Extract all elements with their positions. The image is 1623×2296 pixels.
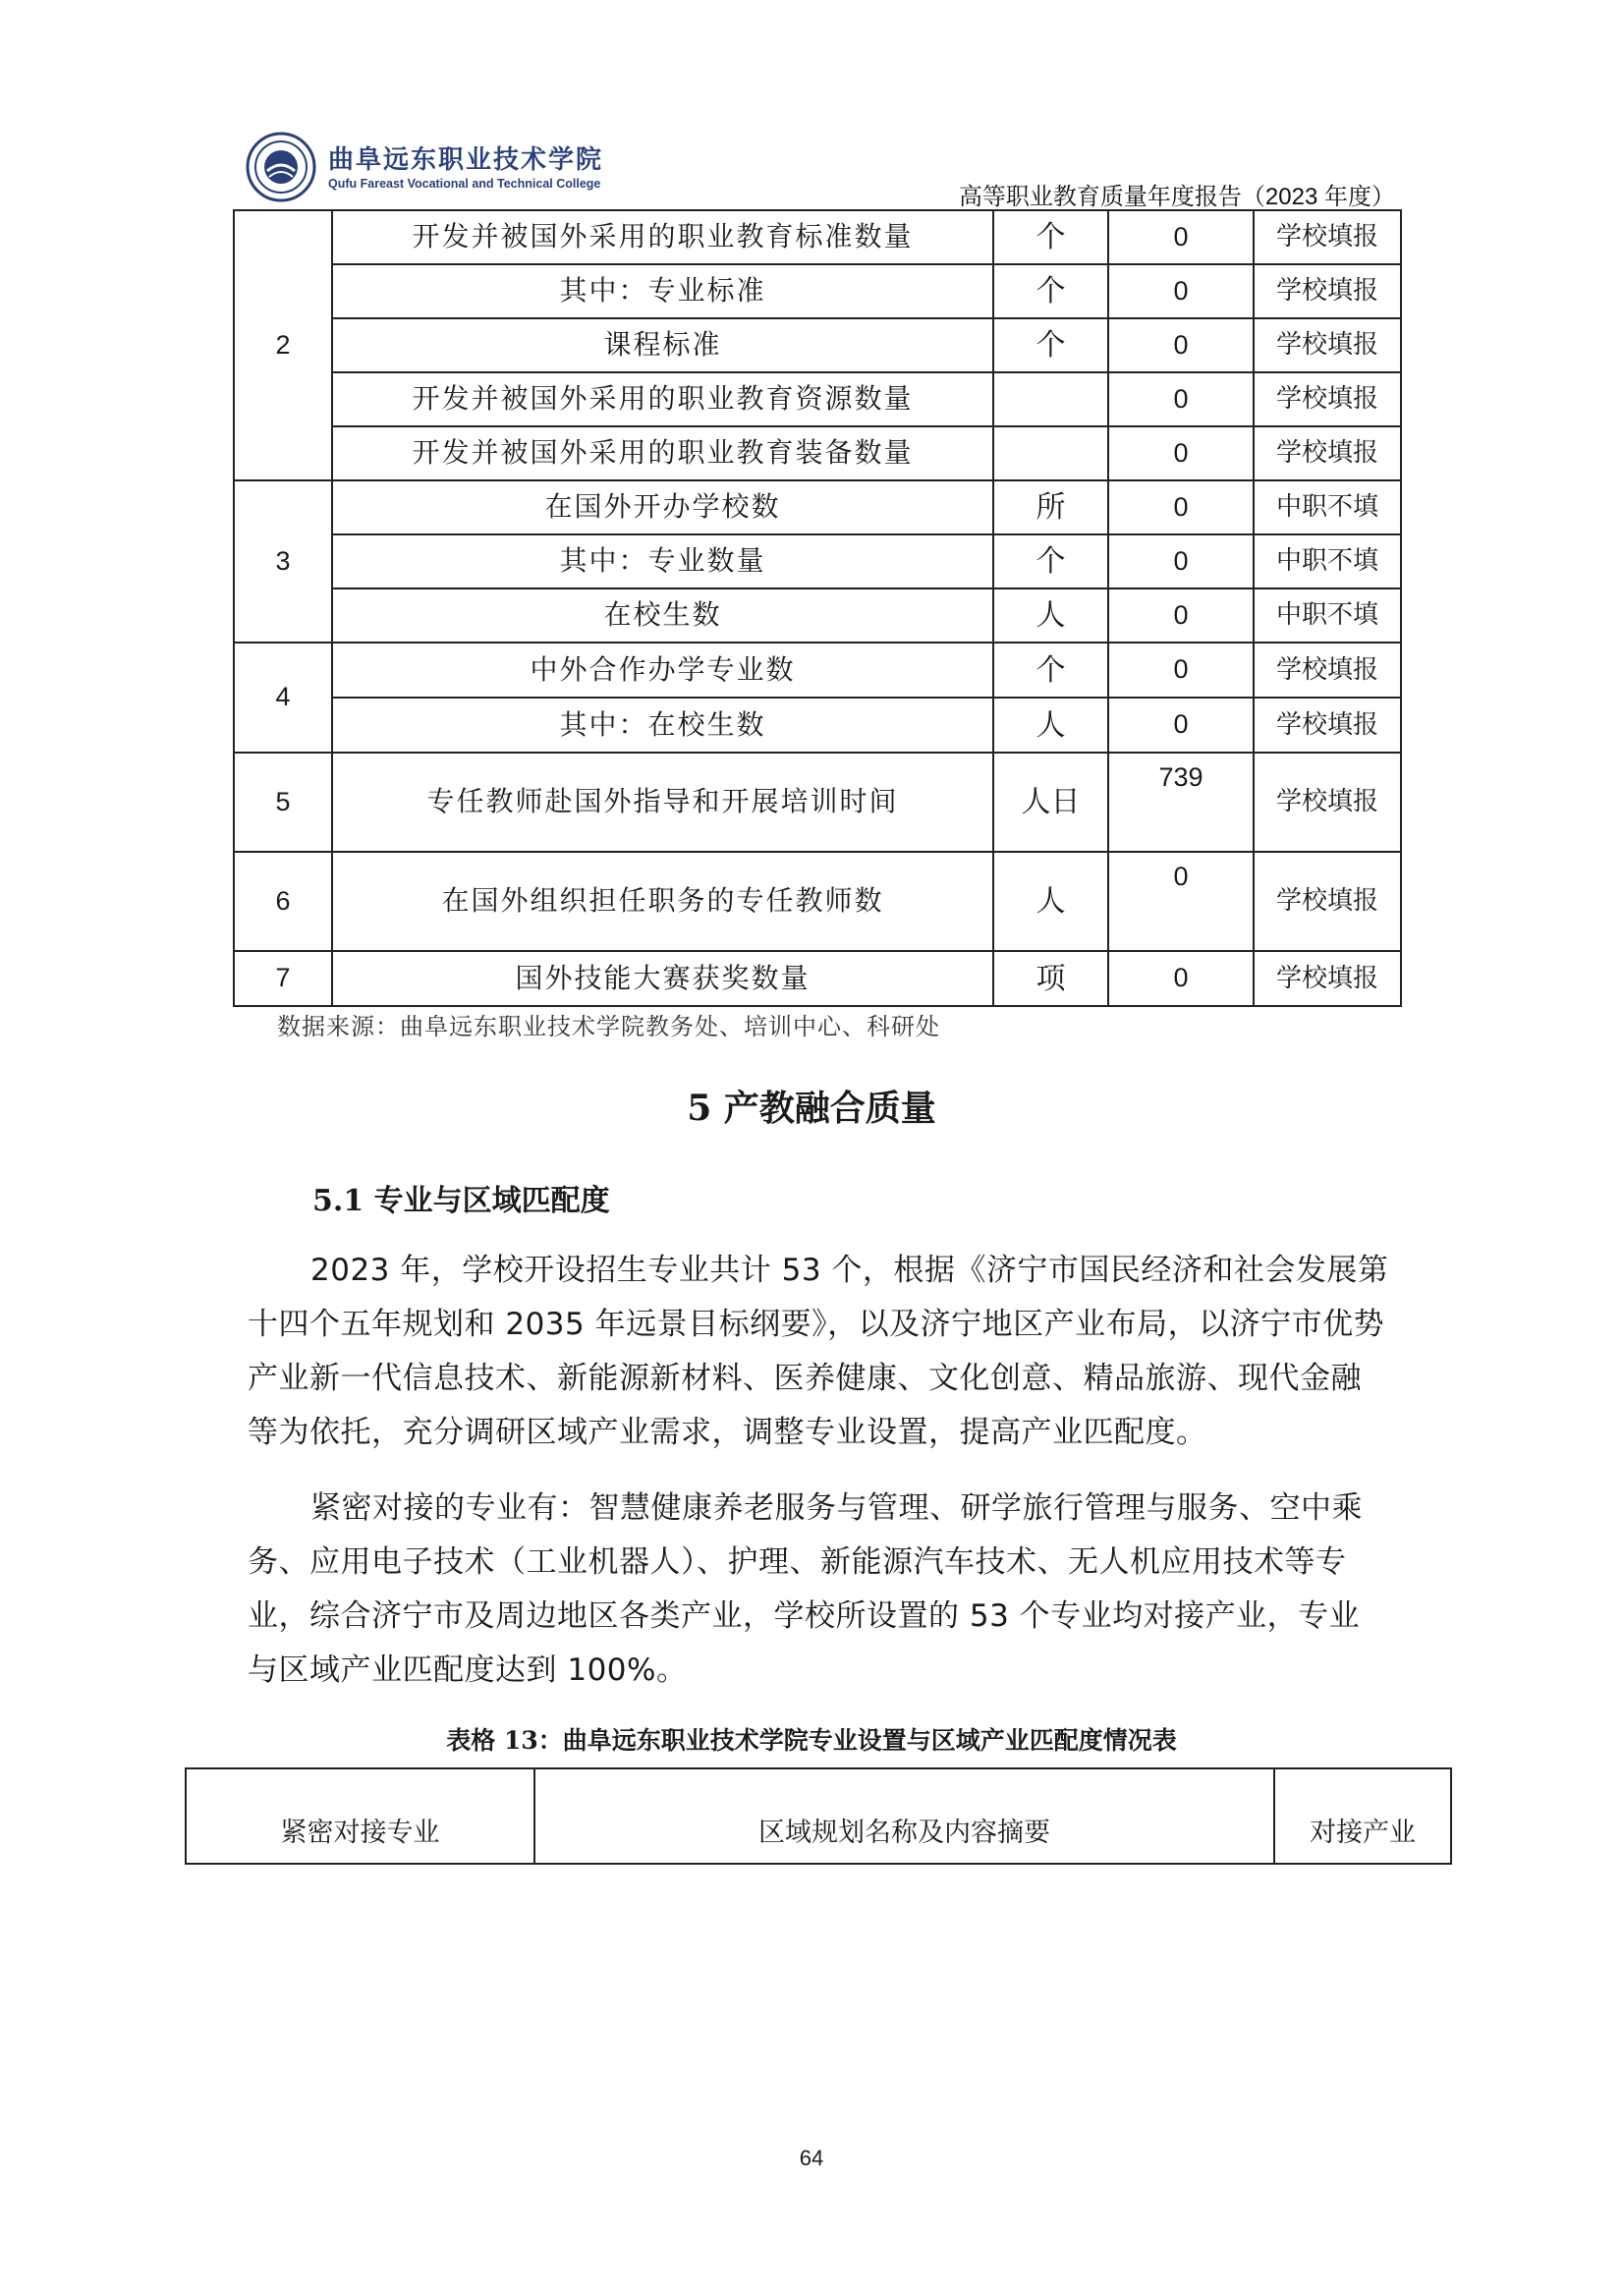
unit-cell: 所 — [993, 480, 1108, 534]
table-row — [234, 951, 1401, 1006]
value-cell: 0 — [1108, 480, 1254, 534]
international-cooperation-table — [233, 209, 1402, 1007]
table-row — [234, 852, 1401, 951]
item-cell: 专任教师赴国外指导和开展培训时间 — [332, 753, 993, 852]
item-cell: 开发并被国外采用的职业教育标准数量 — [332, 210, 993, 264]
unit-cell — [993, 426, 1108, 480]
logo-chinese-name: 曲阜远东职业技术学院 — [328, 145, 604, 175]
body-paragraph: 2023 年，学校开设招生专业共计 53 个，根据《济宁市国民经济和社会发展第十四个五年规划和 2035 年远景目标纲要》，以及济宁地区产业布局，以济宁市优势产业新一代信息技术、新能源新材料、医养健康、文化创意、精品旅游、现代金融等为依托，充分调研区域产业需求，调整专业设置，提高产业匹配度。 — [248, 1253, 1389, 1450]
value-cell: 0 — [1108, 426, 1254, 480]
table-row — [234, 264, 1401, 318]
unit-cell: 个 — [993, 264, 1108, 318]
table-row — [234, 318, 1401, 372]
source-cell: 学校填报 — [1254, 852, 1401, 951]
source-cell: 学校填报 — [1254, 264, 1401, 318]
section-title: 5 产教融合质量 — [687, 1088, 936, 1129]
unit-cell: 人 — [993, 852, 1108, 951]
unit-cell: 个 — [993, 318, 1108, 372]
item-cell: 国外技能大赛获奖数量 — [332, 951, 993, 1006]
item-cell: 其中：在校生数 — [332, 698, 993, 753]
item-cell: 开发并被国外采用的职业教育装备数量 — [332, 426, 993, 480]
value-cell: 0 — [1108, 264, 1254, 318]
unit-cell — [993, 372, 1108, 426]
value-cell: 0 — [1108, 588, 1254, 643]
source-cell: 学校填报 — [1254, 951, 1401, 1006]
source-cell: 学校填报 — [1254, 318, 1401, 372]
body-paragraph: 紧密对接的专业有：智慧健康养老服务与管理、研学旅行管理与服务、空中乘务、应用电子技术（工业机器人）、护理、新能源汽车技术、无人机应用技术等专业，综合济宁市及周边地区各类产业，学校所设置的 53 个专业均对接产业，专业与区域产业匹配度达到 100%。 — [248, 1490, 1363, 1688]
source-cell: 学校填报 — [1254, 698, 1401, 753]
unit-cell: 个 — [993, 534, 1108, 588]
value-cell: 0 — [1108, 210, 1254, 264]
value-cell: 0 — [1108, 852, 1254, 951]
row-number: 7 — [234, 951, 332, 1006]
logo-english-name: Qufu Fareast Vocational and Technical College — [328, 177, 601, 191]
data-source-note: 数据来源：曲阜远东职业技术学院教务处、培训中心、科研处 — [277, 1013, 940, 1040]
table-row — [234, 698, 1401, 753]
source-cell: 中职不填 — [1254, 588, 1401, 643]
unit-cell: 人日 — [993, 753, 1108, 852]
item-cell: 其中：专业标准 — [332, 264, 993, 318]
item-cell: 开发并被国外采用的职业教育资源数量 — [332, 372, 993, 426]
row-number: 2 — [234, 210, 332, 480]
row-number: 4 — [234, 643, 332, 753]
table-row — [234, 480, 1401, 534]
table-row — [234, 426, 1401, 480]
table-row — [234, 643, 1401, 698]
table-header-row — [186, 1768, 1451, 1864]
table-row — [234, 210, 1401, 264]
subsection-title: 5.1 专业与区域匹配度 — [312, 1184, 610, 1218]
source-cell: 学校填报 — [1254, 753, 1401, 852]
column-header: 紧密对接专业 — [186, 1768, 534, 1864]
source-cell: 中职不填 — [1254, 480, 1401, 534]
college-logo-icon — [246, 132, 316, 202]
row-number: 6 — [234, 852, 332, 951]
item-cell: 中外合作办学专业数 — [332, 643, 993, 698]
table-row — [234, 588, 1401, 643]
column-header: 区域规划名称及内容摘要 — [534, 1768, 1274, 1864]
page-header — [246, 132, 1395, 210]
item-cell: 在国外开办学校数 — [332, 480, 993, 534]
item-cell: 其中：专业数量 — [332, 534, 993, 588]
table-row — [234, 753, 1401, 852]
row-number: 5 — [234, 753, 332, 852]
value-cell: 0 — [1108, 534, 1254, 588]
major-matching-table — [185, 1767, 1452, 1865]
unit-cell: 个 — [993, 643, 1108, 698]
value-cell: 739 — [1108, 753, 1254, 852]
item-cell: 在国外组织担任职务的专任教师数 — [332, 852, 993, 951]
table-row — [234, 534, 1401, 588]
value-cell: 0 — [1108, 951, 1254, 1006]
unit-cell: 项 — [993, 951, 1108, 1006]
page-number: 64 — [799, 2146, 824, 2170]
report-title: 高等职业教育质量年度报告（2023 年度） — [958, 184, 1395, 210]
source-cell: 学校填报 — [1254, 643, 1401, 698]
value-cell: 0 — [1108, 372, 1254, 426]
unit-cell: 个 — [993, 210, 1108, 264]
source-cell: 中职不填 — [1254, 534, 1401, 588]
table-caption: 表格 13：曲阜远东职业技术学院专业设置与区域产业匹配度情况表 — [446, 1726, 1177, 1755]
unit-cell: 人 — [993, 698, 1108, 753]
table-row — [234, 372, 1401, 426]
item-cell: 课程标准 — [332, 318, 993, 372]
item-cell: 在校生数 — [332, 588, 993, 643]
column-header: 对接产业 — [1274, 1768, 1451, 1864]
source-cell: 学校填报 — [1254, 372, 1401, 426]
value-cell: 0 — [1108, 698, 1254, 753]
value-cell: 0 — [1108, 643, 1254, 698]
source-cell: 学校填报 — [1254, 210, 1401, 264]
unit-cell: 人 — [993, 588, 1108, 643]
value-cell: 0 — [1108, 318, 1254, 372]
source-cell: 学校填报 — [1254, 426, 1401, 480]
row-number: 3 — [234, 480, 332, 643]
